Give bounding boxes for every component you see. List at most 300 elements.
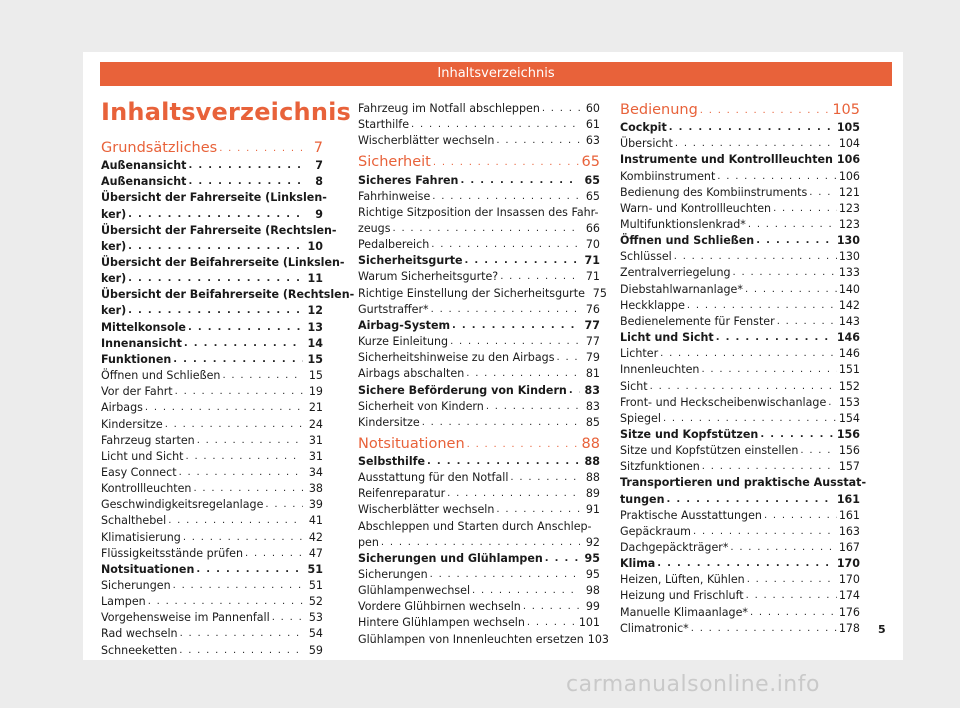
- toc-page-number: 83: [584, 383, 600, 397]
- dot-leader: [569, 384, 580, 397]
- toc-entry-label: Sicherheit von Kindern: [358, 399, 484, 413]
- dot-leader: [542, 102, 580, 115]
- toc-page-number: 11: [307, 272, 323, 286]
- toc-page-number: 7: [313, 140, 323, 156]
- dot-leader: [748, 218, 837, 231]
- toc-entry[interactable]: [620, 247, 860, 263]
- toc-entry[interactable]: [358, 300, 600, 316]
- toc-entry[interactable]: [620, 118, 860, 134]
- dot-leader: [188, 321, 303, 334]
- toc-page-number: 88: [585, 471, 600, 485]
- toc-entry[interactable]: [358, 332, 600, 348]
- toc-page-number: 103: [587, 632, 609, 646]
- toc-entry-label: Lichter: [620, 347, 659, 361]
- toc-page-number: 8: [315, 175, 323, 189]
- toc-entry-label: Easy Connect: [101, 465, 177, 479]
- toc-page-number: 140: [838, 282, 860, 296]
- toc-entry-label: Grundsätzliches: [101, 140, 218, 156]
- toc-page-number: 65: [585, 189, 600, 203]
- toc-entry[interactable]: [358, 500, 600, 516]
- toc-entry-label: Licht und Sicht: [620, 331, 714, 345]
- toc-entry[interactable]: [358, 452, 600, 468]
- toc-page-number: 106: [838, 169, 860, 183]
- toc-page-number: 176: [838, 605, 860, 619]
- toc-entry-label: Übersicht der Beifahrerseite (Linkslen-: [101, 256, 345, 270]
- dot-leader: [411, 118, 580, 131]
- toc-page-number: 123: [838, 218, 860, 232]
- toc-page-number: 101: [578, 616, 600, 630]
- toc-page-number: 151: [838, 363, 860, 377]
- toc-page-number: 14: [307, 336, 323, 350]
- toc-entry-label: ker): [101, 304, 127, 318]
- toc-page-number: 12: [307, 304, 323, 318]
- toc-entry-label: Multifunktionslenkrad*: [620, 218, 746, 232]
- toc-entry[interactable]: [358, 433, 600, 451]
- toc-page-number: 152: [838, 379, 860, 393]
- toc-entry[interactable]: [358, 348, 600, 364]
- toc-page-number: 170: [836, 557, 860, 571]
- toc-entry[interactable]: [101, 350, 323, 366]
- toc-page-number: 95: [585, 568, 600, 582]
- dot-leader: [702, 460, 837, 473]
- toc-entry[interactable]: [358, 284, 607, 300]
- dot-leader: [472, 584, 580, 597]
- dot-leader: [265, 498, 303, 511]
- toc-page-number: 66: [585, 222, 600, 236]
- toc-entry-label: Innenansicht: [101, 336, 182, 350]
- dot-leader: [179, 466, 303, 479]
- toc-entry-label: Übersicht der Fahrerseite (Rechtslen-: [101, 223, 337, 237]
- toc-entry[interactable]: [358, 380, 600, 396]
- toc-entry-label: Bedienung des Kombiinstruments: [620, 185, 808, 199]
- toc-entry[interactable]: [101, 221, 337, 253]
- toc-page-number: 41: [308, 514, 323, 528]
- toc-entry[interactable]: [101, 431, 323, 447]
- toc-entry-label: Sicherungen: [358, 568, 428, 582]
- toc-entry-label: Sicherheitshinweise zu den Airbags: [358, 351, 555, 365]
- toc-entry-label: Übersicht: [620, 137, 673, 151]
- toc-entry[interactable]: [101, 414, 323, 430]
- toc-page-number: 130: [838, 250, 860, 264]
- toc-entry-label: Instrumente und Kontrollleuchten: [620, 153, 833, 167]
- toc-entry[interactable]: [358, 170, 600, 186]
- toc-entry-label: Wischerblätter wechseln: [358, 503, 495, 517]
- toc-page-number: 19: [308, 385, 323, 399]
- toc-entry-label: Klimatisierung: [101, 530, 181, 544]
- toc-entry-label: Außenansicht: [101, 175, 187, 189]
- dot-leader: [222, 369, 303, 382]
- dot-leader: [733, 266, 837, 279]
- toc-entry[interactable]: [358, 364, 600, 380]
- toc-page-number: 21: [308, 401, 323, 415]
- toc-entry[interactable]: [620, 570, 860, 586]
- toc-entry-label: Sicherheitsgurte: [358, 254, 463, 268]
- toc-entry-label: Übersicht der Beifahrerseite (Rechtslen-: [101, 288, 355, 302]
- toc-entry-label: Airbags: [101, 401, 143, 415]
- toc-entry-label: Außenansicht: [101, 159, 187, 173]
- toc-page-number: 79: [585, 351, 600, 365]
- toc-entry[interactable]: [101, 495, 323, 511]
- toc-entry[interactable]: [358, 235, 600, 251]
- toc-page-number: 39: [308, 498, 323, 512]
- toc-entry[interactable]: [358, 151, 600, 169]
- toc-entry[interactable]: [620, 376, 860, 392]
- toc-page-number: 9: [315, 207, 323, 221]
- toc-entry[interactable]: [101, 156, 323, 172]
- dot-leader: [427, 455, 580, 468]
- toc-entry[interactable]: [101, 447, 323, 463]
- toc-page-number: 81: [585, 367, 600, 381]
- toc-entry[interactable]: [101, 576, 323, 592]
- dot-leader: [773, 202, 837, 215]
- toc-page-number: 24: [308, 417, 323, 431]
- dot-leader: [165, 418, 303, 431]
- dot-leader: [764, 509, 837, 522]
- toc-entry[interactable]: [620, 296, 860, 312]
- toc-page-number: 71: [585, 270, 600, 284]
- toc-entry-label: Richtige Einstellung der Sicherheitsgurte: [358, 286, 585, 300]
- toc-page-number: 121: [838, 185, 860, 199]
- toc-entry[interactable]: [620, 360, 860, 376]
- dot-leader: [245, 547, 303, 560]
- toc-page-number: 130: [836, 234, 860, 248]
- toc-page-number: 146: [838, 347, 860, 361]
- toc-entry-label: Öffnen und Schließen: [620, 234, 755, 248]
- toc-entry[interactable]: [101, 608, 323, 624]
- dot-leader: [128, 304, 303, 317]
- dot-leader: [500, 270, 580, 283]
- toc-entry[interactable]: [101, 366, 323, 382]
- toc-entry-label: Ausstattung für den Notfall: [358, 471, 509, 485]
- dot-leader: [527, 616, 577, 629]
- toc-entry[interactable]: [101, 463, 323, 479]
- toc-entry-label: Praktische Ausstattungen: [620, 508, 762, 522]
- toc-page-number: 167: [838, 541, 860, 555]
- dot-leader: [381, 536, 580, 549]
- toc-entry[interactable]: [101, 560, 323, 576]
- toc-entry[interactable]: [620, 619, 860, 635]
- toc-entry[interactable]: [620, 457, 860, 473]
- toc-page-number: 61: [585, 118, 600, 132]
- dot-leader: [687, 299, 837, 312]
- dot-leader: [431, 303, 580, 316]
- toc-entry-label: Sicherungen und Glühlampen: [358, 551, 543, 565]
- dot-leader: [760, 428, 835, 441]
- dot-leader: [663, 412, 837, 425]
- toc-entry[interactable]: [620, 603, 860, 619]
- dot-leader: [430, 568, 580, 581]
- toc-entry[interactable]: [620, 199, 860, 215]
- toc-entry[interactable]: [620, 586, 860, 602]
- toc-entry-label: Rad wechseln: [101, 627, 178, 641]
- toc-page-number: 170: [838, 573, 860, 587]
- toc-entry[interactable]: [358, 203, 600, 235]
- toc-entry[interactable]: [620, 183, 860, 199]
- dot-leader: [196, 563, 303, 576]
- dot-leader: [828, 396, 837, 409]
- toc-page-number: 31: [308, 449, 323, 463]
- dot-leader: [730, 541, 836, 554]
- toc-page-number: 60: [585, 102, 600, 116]
- dot-leader: [674, 250, 837, 263]
- toc-entry-label: Transportieren und praktische Ausstat-: [620, 476, 867, 490]
- dot-leader: [450, 335, 580, 348]
- dot-leader: [745, 283, 837, 296]
- toc-entry[interactable]: [620, 344, 860, 360]
- toc-entry[interactable]: [101, 544, 323, 560]
- toc-page-number: 163: [838, 524, 860, 538]
- dot-leader: [660, 347, 837, 360]
- toc-entry[interactable]: [620, 166, 860, 182]
- toc-entry-label: Starthilfe: [358, 118, 410, 132]
- dot-leader: [675, 137, 837, 150]
- dot-leader: [523, 600, 580, 613]
- toc-entry-label: Airbag-System: [358, 318, 451, 332]
- toc-page-number: 156: [838, 444, 860, 458]
- toc-page-number: 157: [838, 460, 860, 474]
- dot-leader: [486, 400, 580, 413]
- toc-entry-label: Kurze Einleitung: [358, 335, 449, 349]
- dot-leader: [657, 557, 835, 570]
- dot-leader: [510, 471, 580, 484]
- toc-entry[interactable]: [358, 484, 600, 500]
- toc-entry-label: Spiegel: [620, 411, 661, 425]
- toc-entry[interactable]: [620, 409, 860, 425]
- toc-entry[interactable]: [358, 251, 600, 267]
- toc-entry-label: Sicherungen: [101, 579, 171, 593]
- toc-entry-label: Kombiinstrument: [620, 169, 716, 183]
- dot-leader: [128, 208, 303, 221]
- toc-page-number: 31: [308, 433, 323, 447]
- toc-entry[interactable]: [358, 267, 600, 283]
- toc-entry[interactable]: [358, 597, 600, 613]
- dot-leader: [393, 222, 580, 235]
- toc-entry-label: Geschwindigkeitsregelanlage: [101, 498, 264, 512]
- toc-entry[interactable]: [358, 316, 600, 332]
- toc-entry-label: Warn- und Kontrollleuchten: [620, 201, 772, 215]
- toc-entry-label: Sitzfunktionen: [620, 460, 700, 474]
- toc-entry-label: Fahrzeug im Notfall abschleppen: [358, 102, 540, 116]
- toc-entry[interactable]: [620, 473, 867, 506]
- toc-page-number: 146: [836, 331, 860, 345]
- toc-page-number: 38: [308, 482, 323, 496]
- toc-entry[interactable]: [620, 215, 860, 231]
- toc-entry[interactable]: [620, 150, 860, 166]
- toc-entry[interactable]: [620, 134, 860, 150]
- dot-leader: [197, 434, 303, 447]
- toc-entry[interactable]: [101, 624, 323, 640]
- toc-entry[interactable]: [358, 397, 600, 413]
- toc-entry[interactable]: [101, 479, 323, 495]
- toc-entry[interactable]: [101, 382, 323, 398]
- toc-entry[interactable]: [620, 231, 860, 247]
- toc-entry[interactable]: [620, 393, 860, 409]
- toc-entry-label: Airbags abschalten: [358, 367, 465, 381]
- toc-entry[interactable]: [101, 253, 345, 286]
- toc-entry-label: Glühlampenwechsel: [358, 584, 471, 598]
- toc-entry-label: Schalthebel: [101, 514, 167, 528]
- toc-entry[interactable]: [620, 538, 860, 554]
- toc-page-number: 13: [307, 320, 323, 334]
- toc-entry[interactable]: [358, 187, 600, 203]
- toc-page-number: 89: [585, 487, 600, 501]
- toc-entry[interactable]: [358, 468, 600, 484]
- dot-leader: [800, 444, 836, 457]
- toc-entry[interactable]: [101, 137, 323, 155]
- dot-leader: [128, 272, 303, 285]
- toc-page-number: 75: [592, 286, 607, 300]
- toc-entry[interactable]: [620, 506, 860, 522]
- toc-page-number: 10: [307, 239, 323, 253]
- toc-page-number: 54: [308, 627, 323, 641]
- toc-entry-label: Kindersitze: [101, 417, 163, 431]
- toc-page-number: 52: [308, 595, 323, 609]
- toc-page-number: 76: [585, 302, 600, 316]
- dot-leader: [809, 186, 837, 199]
- toc-entry[interactable]: [620, 425, 860, 441]
- toc-entry[interactable]: [620, 312, 860, 328]
- toc-entry[interactable]: [358, 581, 600, 597]
- toc-entry-label: Schlüssel: [620, 250, 672, 264]
- toc-page-number: 71: [584, 254, 600, 268]
- dot-leader: [496, 134, 580, 147]
- toc-entry[interactable]: [101, 641, 323, 657]
- toc-page-number: 83: [585, 399, 600, 413]
- toc-entry-label: Dachgepäckträger*: [620, 541, 729, 555]
- toc-entry[interactable]: [358, 630, 609, 646]
- dot-leader: [777, 315, 837, 328]
- toc-entry[interactable]: [620, 554, 860, 570]
- dot-leader: [432, 190, 580, 203]
- toc-entry[interactable]: [101, 172, 323, 188]
- toc-entry-label: ker): [101, 207, 127, 221]
- dot-leader: [188, 175, 303, 188]
- dot-leader: [431, 238, 580, 251]
- toc-entry-label: Abschleppen und Starten durch Anschlep-: [358, 519, 592, 533]
- toc-entry[interactable]: [101, 334, 323, 350]
- toc-page-number: 98: [585, 584, 600, 598]
- toc-entry-label: Selbsthilfe: [358, 454, 426, 468]
- toc-page-number: 15: [307, 352, 323, 366]
- toc-entry[interactable]: [358, 99, 600, 115]
- toc-entry-label: Manuelle Klimaanlage*: [620, 605, 748, 619]
- toc-entry-label: Bedienung: [620, 102, 698, 118]
- toc-page-number: 42: [308, 530, 323, 544]
- toc-entry[interactable]: [620, 280, 860, 296]
- toc-entry[interactable]: [101, 188, 327, 221]
- toc-page-number: 156: [836, 427, 860, 441]
- toc-entry[interactable]: [358, 413, 600, 429]
- toc-page-number: 51: [307, 562, 323, 576]
- toc-entry-label: Hintere Glühlampen wechseln: [358, 616, 525, 630]
- toc-entry[interactable]: [101, 511, 323, 527]
- toc-entry[interactable]: [358, 516, 600, 548]
- toc-page-number: 70: [585, 238, 600, 252]
- toc-entry[interactable]: [358, 131, 600, 147]
- toc-entry-label: Funktionen: [101, 352, 172, 366]
- toc-page-number: 63: [585, 134, 600, 148]
- dot-leader: [179, 644, 303, 657]
- dot-leader: [556, 351, 580, 364]
- toc-entry-label: Warum Sicherheitsgurte?: [358, 270, 499, 284]
- toc-entry-label: Notsituationen: [358, 435, 465, 452]
- toc-entry[interactable]: [620, 441, 860, 457]
- toc-entry-label: ker): [101, 272, 127, 286]
- dot-leader: [128, 240, 303, 253]
- toc-entry[interactable]: [358, 565, 600, 581]
- toc-entry[interactable]: [101, 398, 323, 414]
- toc-entry[interactable]: [620, 328, 860, 344]
- toc-page-number: 153: [838, 395, 860, 409]
- dot-leader: [193, 482, 303, 495]
- toc-page-number: 105: [836, 121, 860, 135]
- toc-entry-label: Klima: [620, 557, 656, 571]
- toc-entry-label: Kontrollleuchten: [101, 482, 192, 496]
- toc-entry-label: Reifenreparatur: [358, 487, 446, 501]
- toc-page-number: 34: [308, 465, 323, 479]
- toc-entry-label: Sicht: [620, 379, 648, 393]
- dot-leader: [496, 503, 580, 516]
- dot-leader: [693, 525, 837, 538]
- toc-page-number: 133: [838, 266, 860, 280]
- toc-entry-label: Lampen: [101, 595, 146, 609]
- toc-entry-label: Sicheres Fahren: [358, 173, 459, 187]
- toc-page-number: 65: [584, 173, 600, 187]
- dot-leader: [717, 170, 837, 183]
- toc-entry[interactable]: [358, 549, 600, 565]
- toc-page-number: 105: [832, 102, 860, 118]
- dot-leader: [545, 552, 580, 565]
- toc-entry[interactable]: [620, 522, 860, 538]
- dot-leader: [691, 622, 837, 635]
- toc-entry[interactable]: [101, 285, 355, 318]
- dot-leader: [173, 579, 303, 592]
- toc-page-number: 7: [315, 159, 323, 173]
- toc-entry-label: Heckklappe: [620, 298, 685, 312]
- toc-entry[interactable]: [101, 592, 323, 608]
- dot-leader: [466, 367, 580, 380]
- toc-entry-label: Notsituationen: [101, 562, 195, 576]
- dot-leader: [180, 627, 303, 640]
- toc-entry[interactable]: [358, 613, 600, 629]
- toc-entry[interactable]: [620, 99, 860, 117]
- toc-entry-label: Pedalbereich: [358, 238, 430, 252]
- toc-entry[interactable]: [101, 318, 323, 334]
- dot-leader: [173, 353, 303, 366]
- toc-entry-label: Richtige Sitzposition der Insassen des Fahr-: [358, 205, 599, 219]
- dot-leader: [148, 595, 303, 608]
- dot-leader: [447, 487, 580, 500]
- toc-page-number: 47: [308, 546, 323, 560]
- dot-leader: [452, 319, 580, 332]
- dot-leader: [219, 142, 303, 155]
- header-bar: Inhaltsverzeichnis: [100, 62, 892, 86]
- toc-entry[interactable]: [358, 115, 600, 131]
- toc-page-number: 77: [585, 335, 600, 349]
- dot-leader: [700, 104, 831, 117]
- toc-entry[interactable]: [620, 263, 860, 279]
- dot-leader: [188, 159, 303, 172]
- toc-entry[interactable]: [101, 527, 323, 543]
- toc-page-number: 174: [838, 589, 860, 603]
- page-title: Inhaltsverzeichnis: [101, 98, 352, 126]
- dot-leader: [460, 174, 580, 187]
- toc-entry-label: Bedienelemente für Fenster: [620, 314, 775, 328]
- toc-entry-label: pen: [358, 535, 379, 549]
- toc-page-number: 123: [838, 201, 860, 215]
- dot-leader: [465, 254, 580, 267]
- toc-entry-label: Innenleuchten: [620, 363, 700, 377]
